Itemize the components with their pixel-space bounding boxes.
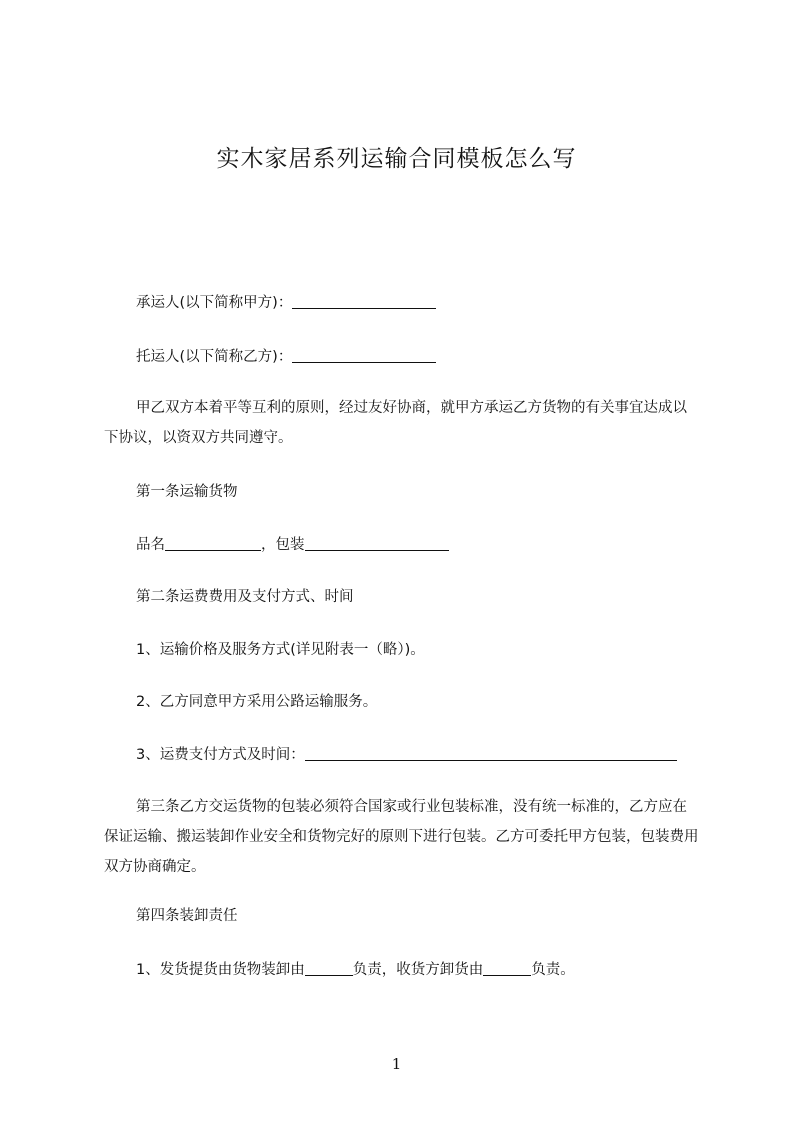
- item2: 2、乙方同意甲方采用公路运输服务。: [136, 694, 378, 710]
- goods-name-label: 品名: [136, 537, 165, 553]
- article3-paragraph: 第三条乙方交运货物的包装必须符合国家或行业包装标准，没有统一标准的，乙方应在保证运输、搬运装卸作业安全和货物完好的原则下进行包装。乙方可委托甲方包装，包装费用双方协商确定。: [104, 799, 699, 875]
- shipper-blank: [292, 348, 436, 363]
- document-title: 实木家居系列运输合同模板怎么写: [216, 146, 577, 172]
- packing-blank: [305, 536, 449, 551]
- item3-line: [136, 743, 677, 764]
- item3-label: 3、运费支付方式及时间：: [136, 747, 305, 763]
- goods-name-blank: [165, 536, 261, 551]
- item4-part3: 负责。: [531, 962, 575, 978]
- item4-part2: 负责，收货方卸货由: [352, 962, 484, 978]
- carrier-line: [136, 291, 436, 312]
- carrier-blank: [292, 294, 436, 309]
- intro-paragraph: 甲乙双方本着平等互利的原则，经过友好协商，就甲方承运乙方货物的有关事宜达成以下协议，以资双方共同遵守。: [104, 400, 687, 446]
- carrier-label: 承运人(以下简称甲方)：: [136, 295, 293, 311]
- page-number: 1: [391, 1055, 402, 1073]
- packing-label: ，包装: [261, 537, 305, 553]
- goods-line: [136, 533, 449, 554]
- loader-blank: [305, 961, 353, 976]
- item4-part1: 1、发货提货由货物装卸由: [136, 962, 305, 978]
- shipper-label: 托运人(以下简称乙方)：: [136, 349, 293, 365]
- unloader-blank: [483, 961, 531, 976]
- payment-blank: [305, 746, 677, 761]
- item4-line: [136, 958, 575, 979]
- article2-title: 第二条运费费用及支付方式、时间: [136, 589, 354, 605]
- shipper-line: [136, 345, 436, 366]
- article1-title: 第一条运输货物: [136, 484, 238, 500]
- article4-title: 第四条装卸责任: [136, 908, 238, 924]
- item1: 1、运输价格及服务方式(详见附表一（略）)。: [136, 642, 425, 658]
